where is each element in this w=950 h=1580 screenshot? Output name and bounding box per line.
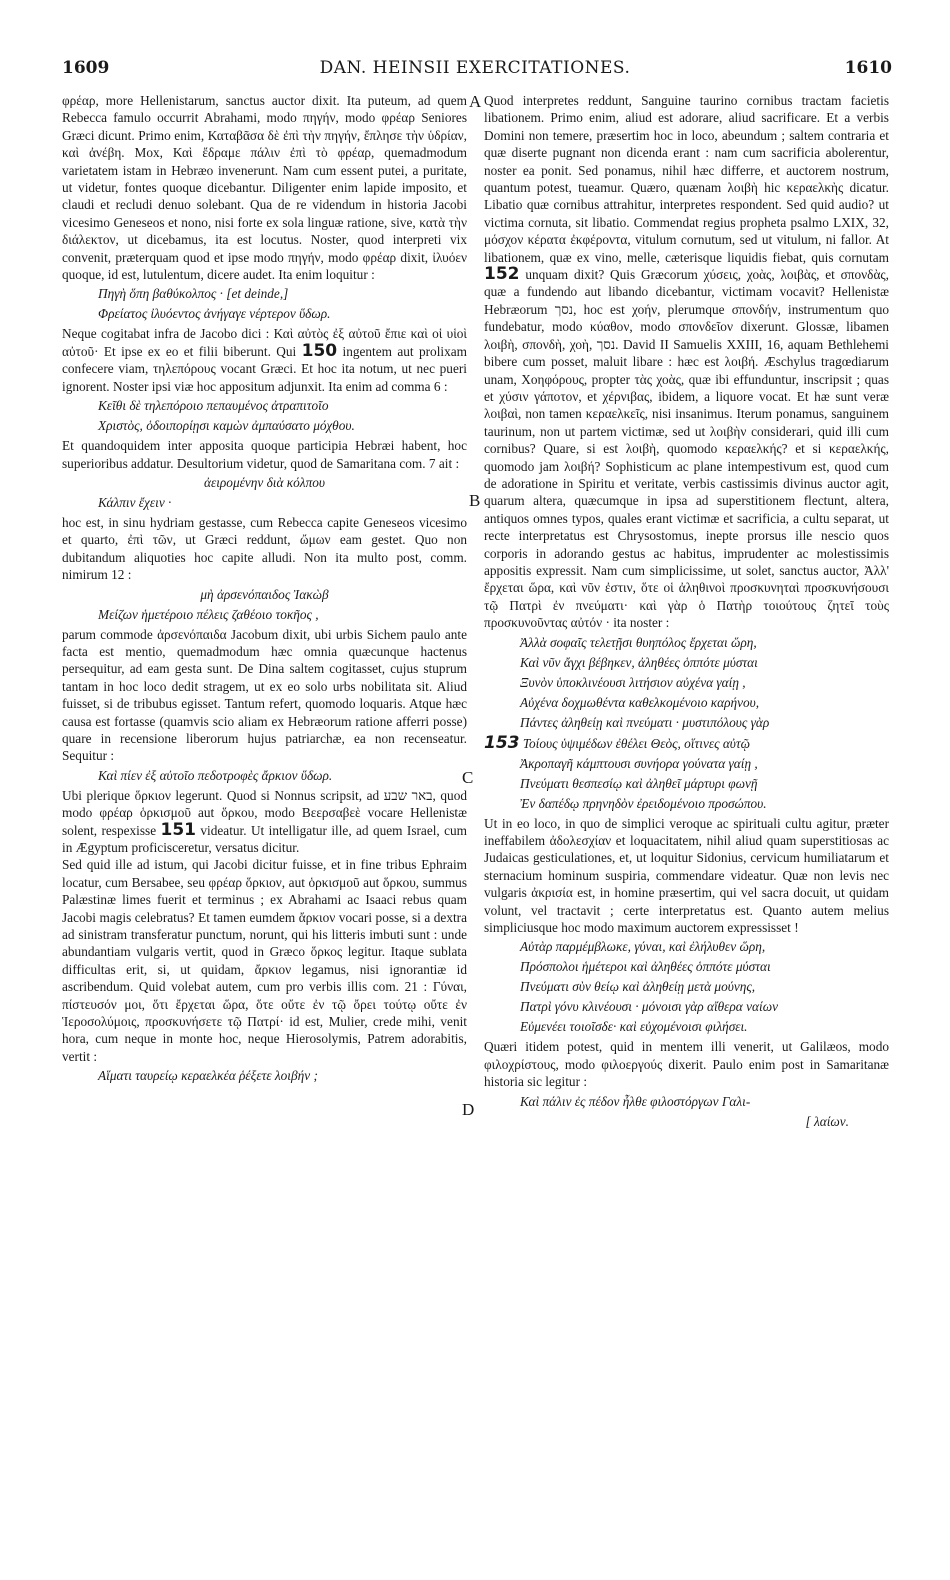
verse-line: Πάντες ἀληθείῃ καὶ πνεύματι · μυστιπόλους γὰρ [520, 714, 770, 730]
verse-line: Καὶ νῦν ἄγχι βέβηκεν, ἀληθέες ὁππότε μύσται [520, 654, 758, 670]
running-title: DAN. HEINSII EXERCITATIONES. [319, 58, 631, 78]
verse-line: Εὐμενέει τοιοῖσδε· καὶ εὐχομένοισι φιλήσει. [520, 1019, 748, 1035]
verse-line: Φρείατος ἰλυόεντος ἀνήγαγε νέρτερον ὕδωρ. [98, 306, 331, 322]
paragraph [484, 92, 889, 632]
verse-line: Καὶ πίεν ἐξ αὐτοῖο πεδοτροφὲς ἄρκιον ὕδωρ. [98, 767, 333, 783]
paragraph [62, 325, 467, 395]
margin-marker-b: B [469, 491, 481, 510]
left-column [62, 92, 467, 1087]
verse-line: Ἀκροπαγῆ κάμπτουσι συνήορα γούνατα γαίῃ , [520, 755, 758, 771]
right-column [484, 92, 889, 1133]
verse-line: Πηγὴ ὅπη βαθύκολπος · [et deinde,] [98, 286, 289, 302]
page-number-right: 1610 [844, 58, 892, 78]
section-number: 153 [484, 732, 520, 753]
verse-line: Κάλπιν ἔχειν · [98, 494, 172, 510]
paragraph: parum commode ἀρσενόπαιδα Jacobum dixit, ubi urbis Sichem paulo ante facta est mentio, quemadmodum hæc omnia quæcunque hactenus persequitur, ad eam gesta sunt. De Dina saltem cogitasset, cujus stuprum tantam in hoc loco dedit stragem, ut ex eo solo urbs nobilitata sit. Aliud fuisset, si de tribubus egisset. Tantum refert, quomodo loquaris. Atque hæc causa est fortasse (quamvis scio aliam ex Hebræorum ratione afferri posse) quare in recensione liberorum hujus patriarchæ, ea non recenseatur. Sequitur : [62, 626, 467, 764]
verse-line: Πνεύματι θεσπεσίῳ καὶ ἀληθεῖ μάρτυρι φωνῇ [520, 775, 758, 791]
verse-line: Αὐχένα δοχμωθέντα καθελκομένοιο καρήνου, [520, 694, 760, 710]
verse-line: Αὐτὰρ παρμέμβλωκε, γύναι, καὶ ἐλήλυθεν ὥρη, [520, 939, 766, 955]
paragraph: Quæri itidem potest, quid in mentem illi venerit, ut Galilæos, modo φιλοχρίστους, modo φιλοεργούς dixerit. Paulo enim post in Samaritanæ historia sic legitur : [484, 1039, 889, 1090]
verse-line: Ἀλλὰ σοφαῖς τελετῇσι θυηπόλος ἔρχεται ὥρη, [520, 634, 757, 650]
verse-line: ἀειρομένην διὰ κόλπου [204, 474, 325, 490]
verse-line: Μείζων ἡμετέροιο πέλεις ζαθέοιο τοκῆος , [98, 606, 319, 622]
section-number: 151 [160, 819, 197, 840]
verse-line: Αἵματι ταυρείῳ κεραελκέα ῥέξετε λοιβήν ; [98, 1068, 318, 1084]
paragraph-text: Ubi plerique ὅρκιον legerunt. Quod si Nonnus scripsit, ad באר שבע, quod modo φρέαρ ὁρκισμοῦ aut ὅρκου, modo Βεερσαβεὲ vocare Hellenistæ solent, respexisse [62, 787, 467, 838]
paragraph-text: Quod interpretes reddunt, Sanguine taurino cornibus tractam facietis libationem. Primo enim, aliud est adorare, aliud sacrificare. Et a verbis Domini non temere, præsertim hoc in loco, abeundum ; saltem contraria et quæ diserte pugnant non dicenda erant : nam cum sacrificia abolerentur, noster ea ponit. Sed ponamus, nihil hæc differre, et auctorem nostrum, quantum potest, tueamur. Quæro, quænam λοιβὴ hic κεραελκὴς dicatur. Libatio quæ cornibus attrahitur, interpretes respondent. Sed quid audio? ut victima cornuta, sit libatio. Commendat regius propheta psalmo LXIX, 32, μόσχον κέρατα ἐκφέροντα, vitulum cornutum, sed ut vitulum, ni fallor. At libationem, quæ ex vino, melle, cæterisque liquidis fiebat, quis cornutam [484, 93, 889, 265]
margin-marker-a: A [469, 92, 482, 111]
page-number-left: 1609 [62, 58, 110, 78]
paragraph: φρέαρ, more Hellenistarum, sanctus auctor dixit. Ita puteum, ad quem Rebecca famulo occurrit Abrahami, modo πηγήν, modo φρέαρ Seniores Græci dicunt. Primo enim, Καταβᾶσα δὲ ἐπὶ τὴν πηγήν, ἔπλησε τὴν ὑδρίαν, καὶ ἀνέβη. Mox, Καὶ ἔδραμε πάλιν ἐπὶ τὸ φρέαρ, quemadmodum varietatem istam in Hebræo invenerunt. Nam cum essent putei, a puritate, ut videtur, fontes quoque dicebantur. Diligenter enim lapide imposito, et claudi et recludi denuo solebant. Qua de re videndum in historia Jacobi vicesimo Geneseos et nono, nisi forte ex sola linguæ ratione, sive, κατὰ τὴν διάλεκτον, ut dicebamus, ita est locutus. Noster, quod interpreti vix convenit, præterquam quod et ipse modo πηγήν, modo φρέαρ dixit, ἰλυόεν quoque, id est, lutulentum, dicere audet. Ita enim loquitur : [62, 93, 467, 283]
margin-marker-d: D [462, 1100, 475, 1119]
running-head [0, 58, 950, 82]
verse-line: Πνεύματι σὺν θείῳ καὶ ἀληθείῃ μετὰ μούνης, [520, 979, 756, 995]
paragraph-text: ingentem aut prolixam confecere viam, τηλεπόρους vocant Græci. Et hoc ita notum, ut nec pueri ignorent. Noster ipsi viæ hoc appositum adjunxit. Ita enim ad comma 6 : [62, 343, 467, 394]
verse-line: Ξυνὸν ὑποκλινέουσι λιτήσιον αὐχένα γαίῃ , [520, 674, 746, 690]
paragraph: Et quandoquidem inter apposita quoque participia Hebræi habent, hoc superioribus addatur. Desultorium videtur, quod de Samaritana com. 7 ait : [62, 438, 467, 471]
verse-text: Τοίους ὑψιμέδων ἐθέλει Θεὸς, οἵτινες αὐτῷ [522, 735, 751, 751]
margin-marker-c: C [462, 768, 474, 787]
verse-line: Πατρὶ γόνυ κλινέουσι · μόνοισι γὰρ αἴθερα ναίων [520, 999, 778, 1015]
verse-line: μὴ ἀρσενόπαιδος Ἰακὼβ [200, 586, 329, 602]
verse-line: Ἐν δαπέδῳ πρηνηδὸν ἐρειδομένοιο προσώπου. [520, 795, 767, 811]
paragraph-text: unquam dixit? Quis Græcorum χύσεις, χοὰς, λοιβὰς, et σπονδὰς, quæ a fundendo aut libando dicebantur, victimam vocavit? Hellenistæ Hebræorum נסך, hoc est χοήν, plerumque σπονδήν, instrumentum quo fundebatur, modo κύαθον, modo σπονδεῖον dixerunt. Glossæ, libamen λοιβὴ, σπονδὴ, χοὴ, נסך. David II Samuelis XXIII, 16, aquam Bethlehemi bibere cum posset, maluit libare : hæc est λοιβή. Æschylus tragœdiarum unam, Χοηφόρους, propter τὰς χοὰς, quæ ibi effunduntur, inscripsit ; quas et χύσιν γάποτον, et χέρνιβας, ibidem, a liquore vocat. Et hæ sunt veræ λοιβαὶ, non tamen κεραελκεῖς, nisi insanimus. Iterum ponamus, sanguinem taurinum, non ut partem victimæ, sed ut λοιβὴν considerari, quid illi cum cornibus? Quare, si est λοιβὴ, quomodo κεραελκής? et si κεραελκής, quomodo jam λοιβή? Sophisticum ac plane intempestivum est, quod cum de adoratione in Spiritu et veritate, verbis castissimis divinus auctor agit, quarum altera, quæcumque in ipsa ad superstitionem flectunt, altera, antiquos omnes typos, quales erant victimæ et sacrificia, a cultu separat, ut recte interpretatus est Chrysostomus, inepte prorsus ille nescio quos corporis in adorando gestus ac habitus, imprudenter ac molestissimis appositis expressit. Nam cum simplicissime, ut solet, sanctus auctor, Ἀλλ' ἔρχεται ὥρα, καὶ νῦν ἐστιν, ὅτε οἱ ἀληθινοὶ προσκυνηταὶ προσκυνήσουσι τῷ Πατρὶ ἐν πνεύματι· καὶ γὰρ ὁ Πατὴρ τοιούτους ζητεῖ τοὺς προσκυνοῦντας αὐτόν · ita noster : [484, 267, 890, 631]
verse-line: Χριστὸς, ὁδοιπορίῃσι καμὼν ἀμπαύσατο μόχθου. [98, 418, 355, 434]
verse-line: Κεῖθι δὲ τηλεπόροιο πεπαυμένος ἀτραπιτοῖο [98, 398, 329, 414]
verse-line: Καὶ πάλιν ἐς πέδον ἦλθε φιλοστόργων Γαλι- [520, 1093, 751, 1109]
paragraph: Sed quid ille ad istum, qui Jacobi dicitur fuisse, et in fine tribus Ephraim locatur, cum Bersabee, seu φρέαρ ὅρκιον, aut ὁρκισμοῦ aut ὅρκου, summus Palæstinæ limes fuerit et terminus ; ex Abrahami ac Isaaci rebus quam Jacobi magis celebratus? Et tamen eumdem ἄρκιον vocari posse, si a dextra ad sinistram transferatur punctum, norunt, qui his litteris imbuti sunt : unde abundantiam vulgaris vertit, quod in Græco ὅρκος legitur. Itaque sublata difficultas erit, si, ut quidam, ἄρκιον legamus, nisi ignorantiæ id ascribendum. Quid volebat autem, cum pro verbis illis com. 21 : Γύναι, πίστευσόν μοι, ὅτι ἔρχεται ὥρα, ὅτε οὔτε ἐν τῷ ὄρει τούτῳ οὔτε ἐν Ἱεροσολύμοις, προσκυνήσετε τῷ Πατρί· id est, Mulier, crede mihi, venit hora, cum neque in monte hoc, neque Hierosolymis, Patrem adorabitis, vertit : [62, 857, 467, 1064]
verse-line: [ λαίων. [805, 1113, 849, 1129]
paragraph-text: videatur. Ut intelligatur ille, ad quem Israel, cum in Ægyptum proficisceretur, versatus dicitur. [62, 822, 468, 855]
paragraph: Ut in eo loco, in quo de simplici veroque ac spirituali cultu agitur, præter ineffabilem ἀδολεσχίαν et loquacitatem, nihil aliud quam superstitiosas ac Judaicas gesticulationes, et, ut loquitur Sidonius, cervicum humiliatarum et sternacium hominum suspiria, commendare videatur. Quæ non levis nec vulgaris ἀκρισία est, in homine præsertim, qui vel sacra docuit, ut quidam volunt, vel tractavit ; certe interpretatus est. Quanto autem melius simpliciusque hoc modo maximum auctorem expressisset ! [484, 815, 889, 936]
section-number: 150 [301, 340, 338, 361]
paragraph [62, 787, 467, 857]
verse-line: Πρόσπολοι ἡμέτεροι καὶ ἀληθέες ὁππότε μύσται [520, 959, 771, 975]
paragraph-text: Neque cogitabat infra de Jacobo dici : Καὶ αὐτὸς ἐξ αὐτοῦ ἔπιε καὶ οἱ υἱοὶ αὐτοῦ· Et ipse ex eo et filii biberunt. Qui [62, 326, 467, 359]
verse-line [484, 734, 889, 753]
section-number: 152 [484, 264, 520, 285]
paragraph: hoc est, in sinu hydriam gestasse, cum Rebecca capite Geneseos vicesimo et quarto, ἐπὶ τῶν, ut Græci reddunt, ὤμων eam gestet. Quo non dubitandum aliquoties hoc capite alludi. Non ita multo post, comm. nimirum 12 : [62, 514, 467, 583]
